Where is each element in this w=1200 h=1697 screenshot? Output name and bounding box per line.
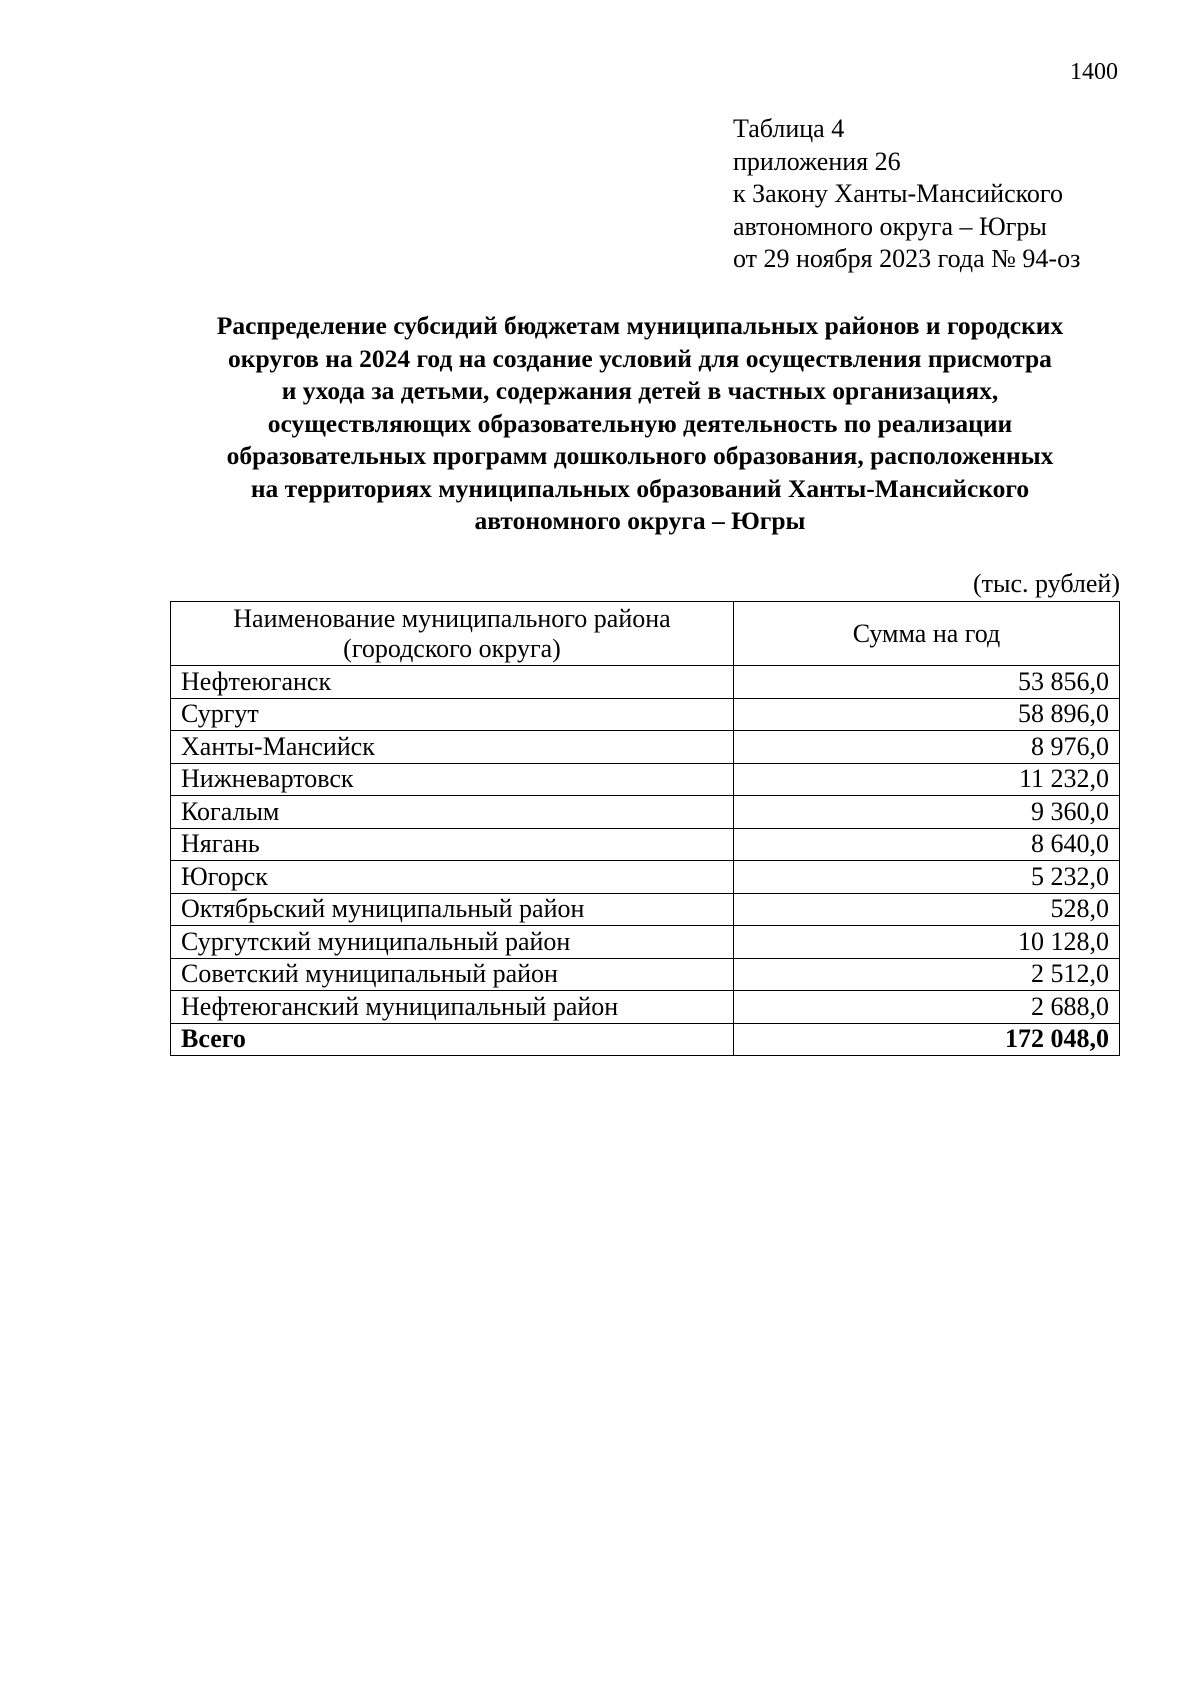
title-line: и ухода за детьми, содержания детей в частных организациях,	[281, 376, 999, 405]
table-row	[171, 861, 1120, 894]
header-municipality-line1: Наименование муниципального района	[233, 603, 671, 633]
annual-sum: 8 976,0	[734, 731, 1120, 764]
table-row	[171, 828, 1120, 861]
municipality-name: Нижневартовск	[171, 763, 734, 796]
appendix-line: Таблица 4	[733, 114, 845, 143]
annual-sum: 53 856,0	[734, 666, 1120, 699]
annual-sum: 2 512,0	[734, 958, 1120, 991]
table-row	[171, 731, 1120, 764]
municipality-name: Югорск	[171, 861, 734, 894]
appendix-line: от 29 ноября 2023 года № 94-оз	[733, 244, 1081, 273]
table-row	[171, 958, 1120, 991]
municipality-name: Ханты-Мансийск	[171, 731, 734, 764]
municipality-name: Сургут	[171, 698, 734, 731]
annual-sum: 58 896,0	[734, 698, 1120, 731]
subsidy-table	[170, 601, 1120, 1056]
annual-sum: 9 360,0	[734, 796, 1120, 829]
appendix-line: приложения 26	[733, 146, 901, 176]
annual-sum: 10 128,0	[734, 926, 1120, 959]
table-row	[171, 666, 1120, 699]
title-line: округов на 2024 год на создание условий для осуществления присмотра	[228, 343, 1052, 373]
total-label: Всего	[171, 1023, 734, 1056]
table-header-row	[171, 602, 1120, 666]
units-label: (тыс. рублей)	[972, 569, 1120, 598]
header-municipality-line2: (городского округа)	[343, 633, 561, 663]
municipality-name: Нефтеюганский муниципальный район	[171, 991, 734, 1024]
annual-sum: 11 232,0	[734, 763, 1120, 796]
table-row	[171, 893, 1120, 926]
header-municipality	[171, 602, 734, 666]
total-sum: 172 048,0	[734, 1023, 1120, 1056]
annual-sum: 5 232,0	[734, 861, 1120, 894]
table-row	[171, 796, 1120, 829]
annual-sum: 2 688,0	[734, 991, 1120, 1024]
municipality-name: Нефтеюганск	[171, 666, 734, 699]
table-row	[171, 763, 1120, 796]
municipality-name: Когалым	[171, 796, 734, 829]
annual-sum: 528,0	[734, 893, 1120, 926]
annual-sum: 8 640,0	[734, 828, 1120, 861]
table-row	[171, 991, 1120, 1024]
title-line: осуществляющих образовательную деятельность по реализации	[267, 408, 1013, 438]
appendix-line: автономного округа – Югры	[733, 211, 1047, 241]
appendix-line: к Закону Ханты-Мансийского	[733, 179, 1063, 208]
table-row	[171, 698, 1120, 731]
table-row	[171, 926, 1120, 959]
page-number: 1400	[1070, 59, 1118, 85]
municipality-name: Октябрьский муниципальный район	[171, 893, 734, 926]
municipality-name: Советский муниципальный район	[171, 958, 734, 991]
title-line: Распределение субсидий бюджетам муниципальных районов и городских	[216, 311, 1064, 340]
appendix-reference	[733, 113, 1080, 276]
municipality-name: Нягань	[171, 828, 734, 861]
title-line: на территориях муниципальных образований Ханты-Мансийского	[250, 473, 1030, 503]
municipality-name: Сургутский муниципальный район	[171, 926, 734, 959]
title-line: автономного округа – Югры	[474, 506, 806, 535]
header-annual-sum: Сумма на год	[734, 602, 1120, 666]
title-line: образовательных программ дошкольного образования, расположенных	[226, 441, 1054, 470]
document-title	[160, 310, 1120, 538]
table-total-row	[171, 1023, 1120, 1056]
